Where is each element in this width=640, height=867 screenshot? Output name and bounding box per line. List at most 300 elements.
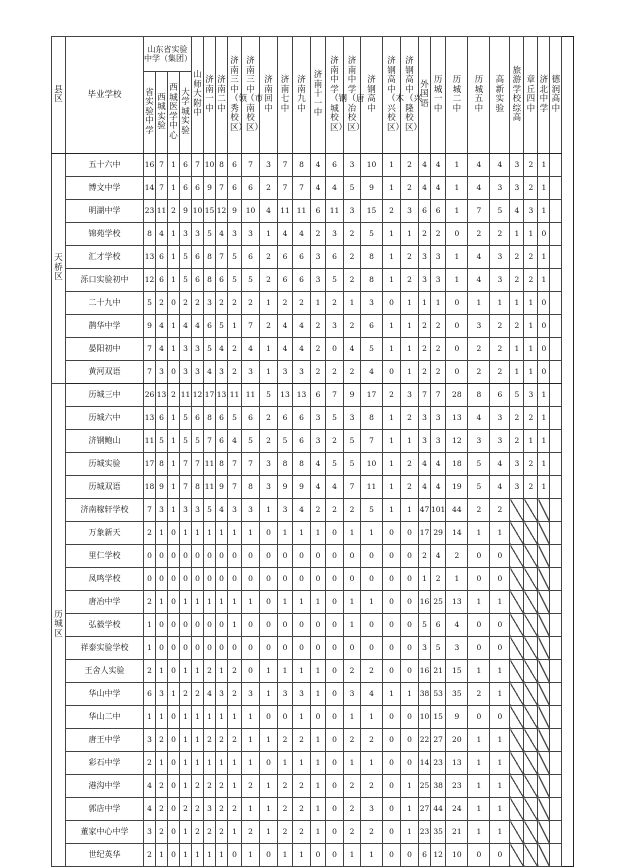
quota-cell: 1 [490, 660, 510, 683]
quota-cell: 1 [311, 729, 326, 752]
quota-cell: 8 [242, 476, 260, 499]
quota-cell: 1 [468, 798, 490, 821]
quota-cell: 1 [524, 223, 538, 246]
quota-cell: 0 [216, 637, 228, 660]
header-col: 济南中学（唐冶校区） [344, 37, 361, 154]
quota-cell: 1 [204, 752, 216, 775]
not-applicable-cell [538, 499, 550, 522]
quota-cell: 2 [419, 338, 431, 361]
quota-cell: 1 [278, 660, 293, 683]
quota-cell: 2 [242, 292, 260, 315]
quota-cell: 1 [168, 269, 180, 292]
quota-cell: 0 [180, 614, 192, 637]
quota-cell: 0 [383, 775, 401, 798]
quota-cell [550, 177, 562, 200]
quota-cell: 1 [192, 729, 204, 752]
quota-cell: 1 [216, 591, 228, 614]
quota-cell: 0 [344, 637, 361, 660]
quota-cell: 2 [278, 292, 293, 315]
quota-cell: 1 [260, 338, 278, 361]
quota-cell: 2 [361, 660, 383, 683]
table-row [52, 269, 574, 292]
quota-cell: 2 [156, 292, 168, 315]
quota-cell: 1 [168, 223, 180, 246]
quota-cell: 4 [192, 315, 204, 338]
quota-cell: 2 [242, 821, 260, 844]
quota-cell: 3 [204, 292, 216, 315]
quota-cell: 0 [468, 545, 490, 568]
quota-cell: 1 [361, 706, 383, 729]
district-cell: 历城区 [52, 384, 66, 867]
quota-cell: 8 [361, 407, 383, 430]
quota-cell: 1 [419, 568, 431, 591]
quota-cell: 3 [311, 269, 326, 292]
not-applicable-cell [524, 775, 538, 798]
quota-cell [550, 591, 562, 614]
table-row [52, 430, 574, 453]
quota-cell: 6 [180, 154, 192, 177]
quota-cell: 4 [311, 453, 326, 476]
quota-cell: 23 [144, 200, 156, 223]
quota-cell: 3 [431, 269, 446, 292]
quota-cell [550, 407, 562, 430]
quota-cell: 3 [419, 637, 431, 660]
quota-cell: 7 [278, 154, 293, 177]
quota-cell: 4 [326, 476, 344, 499]
table-row [52, 729, 574, 752]
quota-cell: 13 [144, 246, 156, 269]
quota-cell: 1 [383, 315, 401, 338]
quota-cell: 2 [260, 407, 278, 430]
quota-cell: 11 [228, 384, 242, 407]
not-applicable-cell [510, 706, 524, 729]
quota-cell: 1 [524, 315, 538, 338]
quota-cell: 1 [180, 591, 192, 614]
quota-cell: 8 [361, 269, 383, 292]
quota-cell: 0 [180, 568, 192, 591]
quota-cell: 0 [383, 568, 401, 591]
quota-cell: 2 [383, 200, 401, 223]
quota-cell: 0 [401, 706, 419, 729]
quota-cell: 4 [156, 315, 168, 338]
quota-cell: 2 [192, 683, 204, 706]
quota-cell: 7 [144, 499, 156, 522]
quota-cell: 2 [344, 499, 361, 522]
quota-cell: 1 [192, 752, 204, 775]
header-col: 章丘四中 [524, 37, 538, 154]
quota-cell: 15 [361, 200, 383, 223]
quota-cell: 4 [144, 798, 156, 821]
quota-cell: 8 [468, 384, 490, 407]
table-row [52, 338, 574, 361]
quota-cell: 2 [419, 315, 431, 338]
quota-cell: 2 [204, 821, 216, 844]
table-row [52, 246, 574, 269]
quota-cell: 1 [293, 706, 311, 729]
quota-cell: 0 [216, 614, 228, 637]
quota-cell: 1 [228, 522, 242, 545]
quota-cell: 15 [431, 706, 446, 729]
quota-cell: 1 [168, 315, 180, 338]
quota-cell: 1 [468, 660, 490, 683]
quota-cell: 0 [490, 637, 510, 660]
quota-cell: 8 [204, 246, 216, 269]
not-applicable-cell [538, 821, 550, 844]
quota-cell: 6 [293, 246, 311, 269]
quota-cell: 8 [204, 269, 216, 292]
quota-cell: 4 [216, 499, 228, 522]
school-name-cell: 彩石中学 [66, 752, 144, 775]
quota-cell: 2 [168, 200, 180, 223]
table-row [52, 292, 574, 315]
quota-cell: 3 [419, 246, 431, 269]
quota-cell: 3 [260, 453, 278, 476]
quota-cell: 2 [192, 798, 204, 821]
quota-cell: 1 [228, 591, 242, 614]
quota-cell: 0 [446, 338, 468, 361]
quota-cell: 0 [168, 545, 180, 568]
quota-cell: 0 [326, 614, 344, 637]
quota-cell: 7 [468, 200, 490, 223]
quota-cell: 2 [524, 246, 538, 269]
quota-cell: 1 [344, 706, 361, 729]
quota-cell: 0 [311, 706, 326, 729]
quota-cell: 1 [468, 591, 490, 614]
not-applicable-cell [538, 637, 550, 660]
quota-cell [550, 568, 562, 591]
not-applicable-cell [510, 775, 524, 798]
quota-cell: 6 [490, 384, 510, 407]
quota-cell: 3 [180, 499, 192, 522]
quota-cell: 4 [278, 223, 293, 246]
quota-cell [550, 683, 562, 706]
quota-cell: 0 [326, 729, 344, 752]
quota-cell: 4 [180, 315, 192, 338]
header-col: 济南二中 [216, 37, 228, 154]
quota-cell: 1 [144, 706, 156, 729]
quota-cell: 0 [242, 660, 260, 683]
quota-cell: 4 [216, 223, 228, 246]
quota-cell: 0 [228, 545, 242, 568]
quota-cell: 1 [156, 844, 168, 867]
quota-cell [550, 200, 562, 223]
quota-cell: 35 [431, 821, 446, 844]
quota-cell: 2 [510, 269, 524, 292]
quota-cell: 3 [144, 729, 156, 752]
school-name-cell: 历城双语 [66, 476, 144, 499]
quota-cell: 2 [431, 361, 446, 384]
quota-cell: 0 [538, 223, 550, 246]
school-name-cell: 锦苑学校 [66, 223, 144, 246]
quota-cell: 0 [468, 637, 490, 660]
quota-cell: 1 [168, 499, 180, 522]
header-col: 西城医学中心 [168, 72, 180, 154]
quota-cell: 0 [326, 660, 344, 683]
quota-cell: 0 [311, 545, 326, 568]
quota-cell: 4 [293, 499, 311, 522]
quota-cell: 3 [180, 361, 192, 384]
quota-cell: 3 [192, 361, 204, 384]
quota-cell: 1 [228, 821, 242, 844]
quota-cell: 13 [278, 384, 293, 407]
quota-cell: 3 [344, 200, 361, 223]
not-applicable-cell [510, 660, 524, 683]
quota-cell: 0 [383, 545, 401, 568]
quota-cell: 6 [216, 269, 228, 292]
quota-cell: 7 [419, 384, 431, 407]
quota-cell: 13 [156, 384, 168, 407]
quota-cell: 2 [192, 821, 204, 844]
quota-cell: 1 [180, 775, 192, 798]
quota-cell [550, 660, 562, 683]
quota-cell: 5 [344, 177, 361, 200]
header-col: 旅游学校综高 [510, 37, 524, 154]
quota-cell: 10 [242, 200, 260, 223]
not-applicable-cell [510, 752, 524, 775]
quota-cell: 1 [468, 752, 490, 775]
quota-cell: 2 [524, 453, 538, 476]
table-row [52, 568, 574, 591]
quota-cell: 16 [144, 154, 156, 177]
quota-cell: 7 [344, 476, 361, 499]
quota-cell: 5 [204, 338, 216, 361]
quota-cell: 7 [144, 338, 156, 361]
quota-cell: 0 [490, 706, 510, 729]
quota-cell: 3 [510, 154, 524, 177]
quota-cell: 2 [326, 430, 344, 453]
quota-cell: 6 [216, 430, 228, 453]
quota-cell: 7 [144, 361, 156, 384]
quota-cell: 1 [383, 499, 401, 522]
quota-cell: 2 [260, 430, 278, 453]
quota-cell: 3 [242, 223, 260, 246]
quota-cell: 4 [419, 154, 431, 177]
quota-cell: 2 [293, 798, 311, 821]
quota-cell: 1 [228, 315, 242, 338]
school-name-cell: 泺口实验初中 [66, 269, 144, 292]
quota-cell: 3 [344, 683, 361, 706]
quota-cell: 4 [278, 315, 293, 338]
school-name-cell: 唐冶中学 [66, 591, 144, 614]
quota-cell: 0 [156, 637, 168, 660]
quota-cell: 8 [216, 154, 228, 177]
quota-cell: 4 [156, 223, 168, 246]
quota-cell: 5 [242, 430, 260, 453]
quota-cell: 15 [446, 660, 468, 683]
quota-cell: 4 [446, 614, 468, 637]
quota-cell: 2 [278, 821, 293, 844]
quota-cell: 3 [260, 154, 278, 177]
quota-cell: 1 [242, 798, 260, 821]
quota-cell: 5 [326, 269, 344, 292]
quota-cell: 14 [144, 177, 156, 200]
header-col: 济北中学 [538, 37, 550, 154]
header-col: 高新实验 [490, 37, 510, 154]
table-row [52, 522, 574, 545]
quota-cell: 6 [293, 430, 311, 453]
school-name-cell: 华山二中 [66, 706, 144, 729]
quota-cell: 6 [242, 246, 260, 269]
quota-cell: 0 [168, 729, 180, 752]
quota-cell: 2 [242, 775, 260, 798]
quota-cell: 1 [361, 752, 383, 775]
quota-cell: 1 [192, 522, 204, 545]
quota-cell: 1 [180, 844, 192, 867]
quota-cell: 4 [431, 545, 446, 568]
quota-cell: 2 [260, 177, 278, 200]
quota-cell [550, 384, 562, 407]
quota-cell: 5 [242, 269, 260, 292]
quota-cell: 1 [383, 683, 401, 706]
not-applicable-cell [538, 729, 550, 752]
quota-cell: 5 [144, 292, 156, 315]
quota-cell: 0 [204, 614, 216, 637]
quota-cell: 3 [156, 361, 168, 384]
quota-cell: 0 [168, 591, 180, 614]
quota-cell: 3 [490, 430, 510, 453]
quota-cell: 7 [180, 453, 192, 476]
quota-cell: 6 [278, 407, 293, 430]
quota-cell: 14 [446, 522, 468, 545]
quota-cell: 1 [216, 522, 228, 545]
quota-cell: 24 [446, 798, 468, 821]
quota-cell: 0 [311, 614, 326, 637]
quota-cell: 1 [446, 269, 468, 292]
quota-cell: 3 [344, 407, 361, 430]
quota-cell: 16 [419, 660, 431, 683]
quota-cell: 2 [361, 775, 383, 798]
quota-cell: 1 [383, 246, 401, 269]
quota-cell [550, 292, 562, 315]
quota-cell: 0 [293, 637, 311, 660]
quota-cell: 1 [538, 269, 550, 292]
quota-cell: 0 [192, 545, 204, 568]
not-applicable-cell [510, 821, 524, 844]
quota-cell: 5 [216, 315, 228, 338]
quota-cell: 4 [242, 338, 260, 361]
school-name-cell: 二十九中 [66, 292, 144, 315]
quota-cell: 0 [168, 522, 180, 545]
quota-cell: 1 [401, 775, 419, 798]
quota-cell: 1 [538, 246, 550, 269]
quota-cell: 0 [168, 844, 180, 867]
not-applicable-cell [524, 706, 538, 729]
quota-cell: 9 [293, 476, 311, 499]
quota-cell: 1 [538, 476, 550, 499]
quota-cell: 0 [311, 637, 326, 660]
quota-cell: 6 [293, 407, 311, 430]
quota-cell: 2 [228, 361, 242, 384]
quota-cell: 1 [180, 821, 192, 844]
quota-cell: 0 [144, 568, 156, 591]
header-col: 济钢高中 [361, 37, 383, 154]
quota-cell: 1 [156, 752, 168, 775]
quota-cell: 12 [216, 200, 228, 223]
school-name-cell: 郭店中学 [66, 798, 144, 821]
quota-cell: 11 [278, 200, 293, 223]
quota-cell: 1 [490, 775, 510, 798]
quota-cell: 2 [228, 798, 242, 821]
quota-cell: 2 [144, 522, 156, 545]
quota-cell: 1 [383, 407, 401, 430]
quota-cell: 2 [431, 338, 446, 361]
quota-cell: 0 [383, 361, 401, 384]
quota-cell: 16 [419, 591, 431, 614]
not-applicable-cell [524, 729, 538, 752]
quota-cell: 25 [431, 591, 446, 614]
quota-cell: 27 [419, 798, 431, 821]
quota-cell: 6 [204, 315, 216, 338]
quota-cell: 3 [431, 246, 446, 269]
table-row [52, 798, 574, 821]
quota-cell: 4 [361, 683, 383, 706]
quota-cell: 2 [180, 683, 192, 706]
quota-cell: 2 [468, 683, 490, 706]
quota-cell: 0 [401, 591, 419, 614]
quota-cell [550, 453, 562, 476]
quota-cell: 6 [431, 200, 446, 223]
quota-cell: 38 [419, 683, 431, 706]
quota-cell: 1 [468, 775, 490, 798]
quota-cell: 2 [361, 729, 383, 752]
quota-cell: 0 [204, 568, 216, 591]
header-col: 济南回中 [260, 37, 278, 154]
not-applicable-cell [538, 752, 550, 775]
quota-cell: 1 [242, 844, 260, 867]
quota-cell: 4 [490, 476, 510, 499]
quota-cell: 7 [216, 246, 228, 269]
not-applicable-cell [538, 568, 550, 591]
quota-cell: 2 [344, 223, 361, 246]
table-row [52, 614, 574, 637]
quota-cell: 7 [192, 154, 204, 177]
quota-cell: 2 [144, 591, 156, 614]
school-name-cell: 董家中心中学 [66, 821, 144, 844]
quota-cell: 1 [278, 591, 293, 614]
quota-cell: 0 [468, 568, 490, 591]
quota-cell: 2 [468, 361, 490, 384]
quota-cell: 1 [180, 660, 192, 683]
district-cell: 天桥区 [52, 154, 66, 384]
quota-cell: 6 [431, 614, 446, 637]
quota-cell: 1 [361, 522, 383, 545]
quota-cell: 1 [468, 522, 490, 545]
quota-cell: 1 [156, 522, 168, 545]
quota-cell: 2 [468, 223, 490, 246]
quota-cell: 5 [192, 430, 204, 453]
quota-cell: 1 [361, 591, 383, 614]
quota-cell: 5 [228, 407, 242, 430]
quota-cell: 0 [361, 545, 383, 568]
school-name-cell: 唐王中学 [66, 729, 144, 752]
quota-cell: 8 [192, 476, 204, 499]
quota-cell: 0 [383, 522, 401, 545]
header-col: 历城五中 [468, 37, 490, 154]
quota-cell: 2 [524, 476, 538, 499]
quota-cell: 4 [311, 154, 326, 177]
quota-cell: 2 [344, 798, 361, 821]
school-name-cell: 历城三中 [66, 384, 144, 407]
quota-cell: 1 [468, 292, 490, 315]
quota-cell: 2 [401, 453, 419, 476]
not-applicable-cell [524, 683, 538, 706]
quota-cell: 11 [293, 200, 311, 223]
quota-cell: 3 [278, 683, 293, 706]
quota-cell: 2 [293, 775, 311, 798]
quota-cell: 1 [446, 177, 468, 200]
quota-cell: 2 [144, 752, 156, 775]
quota-cell [550, 545, 562, 568]
